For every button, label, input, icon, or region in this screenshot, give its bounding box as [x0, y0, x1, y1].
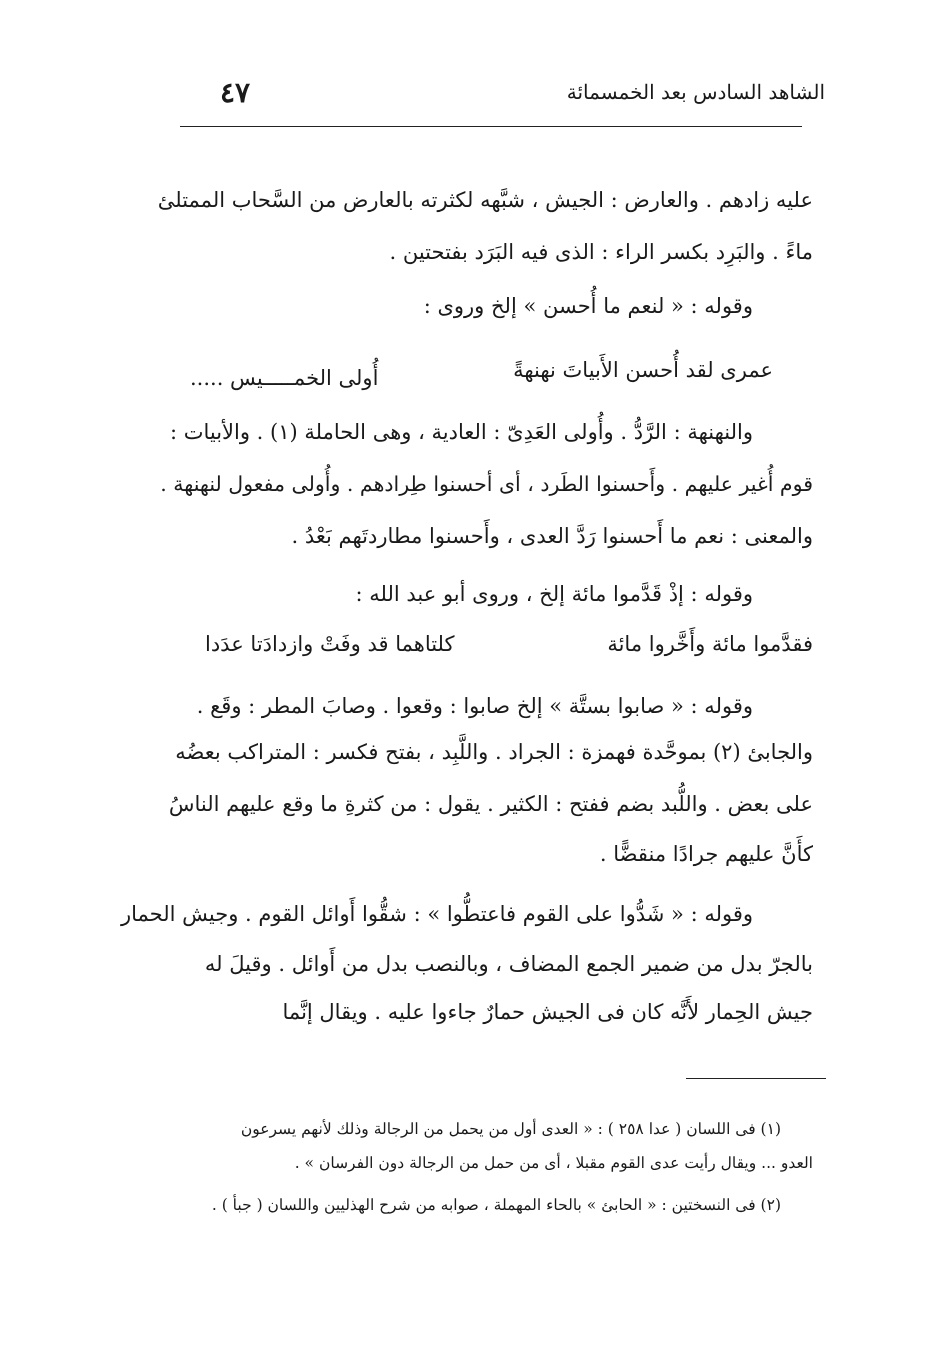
text-line: جيش الحِمار لأَنَّه كان فى الجيش حمارٌ جاءوا عليه . ويقال إنَّما — [282, 1000, 813, 1024]
text-line: وقوله : إذْ قَدَّموا مائة إلخ ، وروى أبو عبد الله : — [355, 582, 753, 606]
running-title: الشاهد السادس بعد الخمسمائة — [566, 80, 825, 104]
text-line: والمعنى : نعم ما أَحسنوا رَدَّ العدى ، وأَحسنوا مطاردتَهم بَعْدُ . — [291, 524, 813, 548]
verse-first-hemistich: عمرى لقد أُحسن الأَبياتَ نهنهةً — [513, 358, 773, 382]
verse-first-hemistich: فقدَّموا مائة وأَخَّروا مائة — [607, 632, 813, 656]
page-number: ٤٧ — [220, 76, 251, 109]
text-line: عليه زادهم . والعارض : الجيش ، شبَّهه لكثرته بالعارض من السَّحاب الممتلئ — [157, 188, 813, 212]
footnote-divider — [686, 1078, 826, 1079]
text-line: والنهنهة : الرَّدُّ . وأُولى العَدِىّ : العادية ، وهى الحاملة (١) . والأبيات : — [169, 420, 753, 444]
page-header — [180, 76, 825, 116]
footnote-1-line-2: العدو ... ويقال رأيت عدى القوم مقبلا ، أى من حمل من الرجالة دون الفرسان » . — [294, 1154, 813, 1172]
text-line: بالجرّ بدل من ضمير الجمع المضاف ، وبالنصب بدل من أَوائل . وقيلَ له — [204, 952, 813, 976]
text-line: كأَنَّ عليهم جرادًا منقضًّا . — [599, 842, 813, 866]
text-line: وقوله : « لنعم ما أُحسن » إلخ وروى : — [423, 294, 753, 318]
text-line: وقوله : « شَدُّوا على القوم فاعتطُّوا » : شقُّوا أَوائل القوم . وجيش الحمار — [120, 902, 753, 926]
footnote-2: (٢) فى النسختين : « الحابئ » بالحاء المهملة ، صوابه من شرح الهذليين واللسان ( جبأ ) . — [211, 1196, 781, 1214]
verse-second-hemistich: أُولى الخمـــــيس ..... — [190, 366, 379, 390]
header-divider — [180, 126, 802, 127]
text-line: ماءً . والبَرِد بكسر الراء : الذى فيه البَرَد بفتحتين . — [389, 240, 813, 264]
text-line: وقوله : « صابوا بستَّة » إلخ صابوا : وقعوا . وصابَ المطر : وقَع . — [196, 694, 753, 718]
footnote-1-line-1: (١) فى اللسان ( عدا ٢٥٨ ) : « العدى أول من يحمل من الرجالة وذلك لأنهم يسرعون — [240, 1120, 781, 1138]
text-line: على بعض . واللُّبد بضم ففتح : الكثير . يقول : من كثرةِ ما وقع عليهم الناسُ — [168, 792, 813, 816]
text-line: قوم أُغير عليهم . وأَحسنوا الطَرد ، أى أحسنوا طِرادهم . وأُولى مفعول لنهنهة . — [160, 472, 813, 496]
text-line: والجابئ (٢) بموحَّدة فهمزة : الجراد . واللَّبِد ، بفتح فكسر : المتراكب بعضُه — [175, 740, 813, 764]
verse-second-hemistich: كلتاهما قد وفَتْ وازدادَتا عدَدا — [205, 632, 455, 656]
